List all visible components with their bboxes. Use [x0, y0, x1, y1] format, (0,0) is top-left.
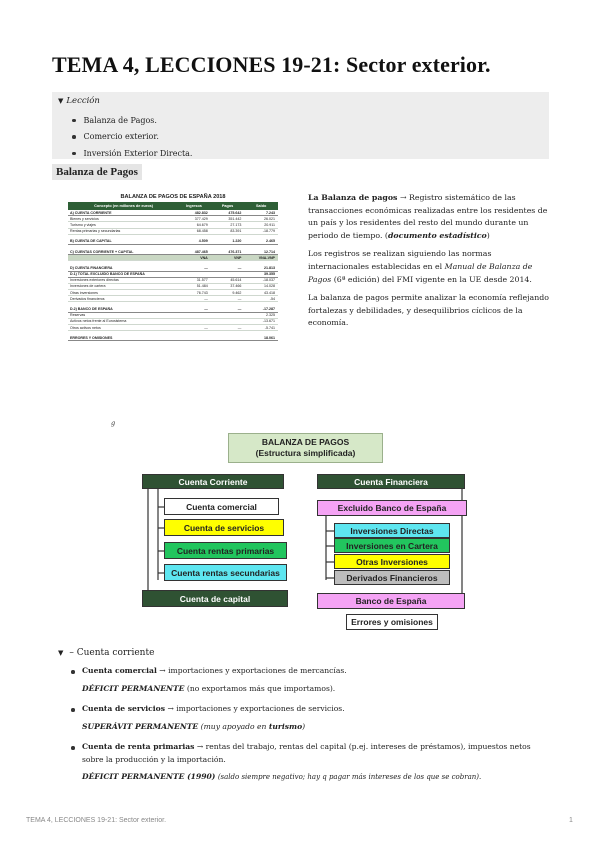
page-number: 1 [569, 817, 573, 824]
list-item: Inversión Exterior Directa. [72, 145, 192, 162]
derivados-financieros-box: Derivados Financieros [334, 570, 450, 585]
list-item: Cuenta comercial → importaciones y exportaciones de mercancías. DÉFICIT PERMANENTE (no exportamos más que importamos). [70, 665, 550, 695]
table-row [68, 335, 278, 341]
table-cell: Derivados financieros [70, 296, 105, 301]
table-cell: Reservas [70, 313, 86, 318]
table-cell: 39.355 [263, 272, 275, 277]
table-cell: 475.642 [228, 210, 242, 215]
inversiones-directas-box: Inversiones Directas [334, 523, 450, 538]
lesson-toggle-label: Lección [66, 96, 100, 106]
balance-table-image [68, 192, 278, 390]
lesson-list [72, 112, 192, 162]
table-cell: Otras inversiones [70, 290, 98, 295]
toggle-triangle-icon[interactable]: ▼ [58, 97, 64, 105]
table-cell: 377.429 [194, 216, 208, 221]
table-cell: Turismo y viajes [70, 222, 96, 227]
cuenta-corriente-toggle[interactable] [58, 648, 154, 658]
table-cell: 27.173 [230, 222, 242, 227]
cuenta-rentas-secundarias-box: Cuenta rentas secundarias [164, 564, 287, 581]
table-cell: Inversiones de cartera [70, 284, 106, 289]
table-cell: 45.614 [230, 278, 242, 283]
list-item: Cuenta de renta primarias → rentas del trabajo, rentas del capital (p.ej. intereses de préstamos), impuestos netos sobre la producción y la importación. DÉFICIT PERMANENTE (1990) (saldo siempre negativo; hay q pagar más intereses de los que se cobran). [70, 741, 550, 784]
analysis-paragraph: La balanza de pagos permite analizar la economía reflejando fortalezas y debilidades, y desequilibrios cíclicos de la economía. [308, 293, 549, 328]
page-title: TEMA 4, LECCIONES 19-21: Sector exterior. [52, 52, 491, 77]
otras-inversiones-box: Otras Inversiones [334, 554, 450, 569]
cuenta-capital-box: Cuenta de capital [142, 590, 288, 607]
table-cell: 20.911 [264, 222, 275, 227]
footer-title: TEMA 4, LECCIONES 19-21: Sector exterior. [26, 817, 167, 824]
cuenta-corriente-list [70, 665, 550, 792]
errores-omisiones-box: Errores y omisiones [346, 614, 438, 630]
table-cell: 9.462 [232, 290, 242, 295]
table-cell: Activos netos frente al Eurosistema [70, 319, 127, 324]
toggle-triangle-icon[interactable]: ▼ [58, 649, 64, 657]
table-cell: 31.577 [196, 278, 208, 283]
table-cell: 14.028 [263, 284, 275, 289]
list-item: Comercio exterior. [72, 129, 192, 146]
table-cell: VNA [200, 255, 208, 260]
table-cell: 51.484 [196, 284, 208, 289]
table-cell: ERRORES Y OMISIONES [70, 335, 113, 340]
table-cell: — [204, 296, 208, 301]
section-heading: Balanza de Pagos [52, 164, 142, 180]
bullet-icon [72, 119, 76, 123]
norms-paragraph: Los registros se realizan siguiendo las normas internacionales establecidas en el Manual de Balanza de Pagos (6ª edición) del FMI vigente en la UE desde 2014. [308, 249, 533, 284]
excluido-banco-espana-box: Excluido Banco de España [317, 500, 467, 516]
table-cell: -18.779 [262, 229, 275, 234]
table-cell: 2.465 [265, 239, 275, 244]
table-cell: D.2) BANCO DE ESPAÑA [70, 307, 113, 312]
table-cell: — [204, 307, 208, 312]
cuenta-corriente-heading: – Cuenta corriente [69, 648, 155, 658]
bullet-icon [72, 135, 76, 139]
table-cell: 487.465 [194, 249, 208, 254]
balance-table-header: Concepto (en millones de euros) Ingresos Pagos Saldo [68, 202, 278, 210]
balance-table-body [68, 210, 278, 341]
table-cell: 18.061 [263, 335, 275, 340]
table-cell: 482.832 [194, 210, 208, 215]
table-cell: 76.743 [196, 290, 208, 295]
table-cell: 1.220 [232, 239, 242, 244]
table-cell: 26.021 [263, 216, 275, 221]
table-cell: Inversiones exteriores directas [70, 278, 119, 283]
list-item: Balanza de Pagos. [72, 112, 192, 129]
table-cell: D) CUENTA FINANCIERA [70, 265, 113, 270]
table-cell: 64.679 [196, 222, 208, 227]
table-cell: A) CUENTA CORRIENTE [70, 210, 112, 215]
table-cell: Otros activos netos [70, 325, 101, 330]
table-cell: Bienes y servicios [70, 216, 99, 221]
bullet-icon [72, 152, 76, 156]
table-cell: 351.442 [228, 216, 242, 221]
balance-table-title: BALANZA DE PAGOS DE ESPAÑA 2018 [120, 194, 226, 200]
table-cell: B) CUENTA DE CAPITAL [70, 239, 112, 244]
cuenta-financiera-box: Cuenta Financiera [317, 474, 465, 489]
inversiones-cartera-box: Inversiones en Cartera [334, 538, 450, 553]
bullet-icon [71, 746, 75, 750]
text-fragment: g [111, 419, 116, 427]
table-cell: — [204, 325, 208, 330]
definition-paragraph: La Balanza de pagos → Registro sistemático de las transacciones económicas realizadas entre los residentes de un país y los residentes del resto del mundo durante un periodo de tiempo. (documento estadístico) [308, 193, 548, 240]
table-cell: 83.391 [230, 229, 242, 234]
table-cell: — [237, 265, 242, 270]
lesson-toggle-header[interactable] [58, 96, 100, 106]
table-cell: — [237, 307, 242, 312]
table-cell: — [237, 296, 242, 301]
diagram-title: BALANZA DE PAGOS (Estructura simplificada) [228, 433, 383, 463]
table-cell: 37.466 [230, 284, 242, 289]
cuenta-comercial-box: Cuenta comercial [164, 498, 279, 515]
table-cell: -18.037 [262, 278, 275, 283]
table-cell: — [204, 265, 208, 270]
table-cell: -54 [269, 296, 275, 301]
table-cell: 4.509 [198, 239, 208, 244]
table-cell: 43.418 [263, 290, 275, 295]
table-cell: -17.287 [262, 307, 275, 312]
table-cell: VNA-VNP [258, 255, 275, 260]
balance-structure-diagram [120, 430, 484, 634]
table-cell: 7.243 [265, 210, 275, 215]
cuenta-servicios-box: Cuenta de servicios [164, 519, 284, 536]
lesson-toggle[interactable] [52, 92, 549, 159]
table-cell: Rentas primarias y secundarias [70, 229, 121, 234]
table-cell: C) CUENTAS CORRIENTE + CAPITAL [70, 249, 134, 254]
table-cell: 21.813 [263, 265, 275, 270]
table-cell: 68.458 [196, 229, 208, 234]
table-cell: 12.714 [263, 249, 275, 254]
bullet-icon [71, 708, 75, 712]
list-item: Cuenta de servicios → importaciones y exportaciones de servicios. SUPERÁVIT PERMANENTE (muy apoyado en turismo) [70, 703, 550, 733]
table-cell: VNP [233, 255, 242, 260]
table-cell: — [237, 325, 242, 330]
bullet-icon [71, 670, 75, 674]
balance-description [308, 192, 550, 336]
table-cell: D.1) TOTAL EXCLUIDO BANCO DE ESPAÑA [70, 272, 145, 277]
table-cell: -5.741 [264, 325, 275, 330]
table-cell: 2.325 [265, 313, 275, 318]
table-cell: -13.671 [262, 319, 275, 324]
cuenta-rentas-primarias-box: Cuenta rentas primarias [164, 542, 287, 559]
cuenta-corriente-box: Cuenta Corriente [142, 474, 284, 489]
banco-espana-box: Banco de España [317, 593, 465, 609]
table-cell: 476.371 [228, 249, 242, 254]
